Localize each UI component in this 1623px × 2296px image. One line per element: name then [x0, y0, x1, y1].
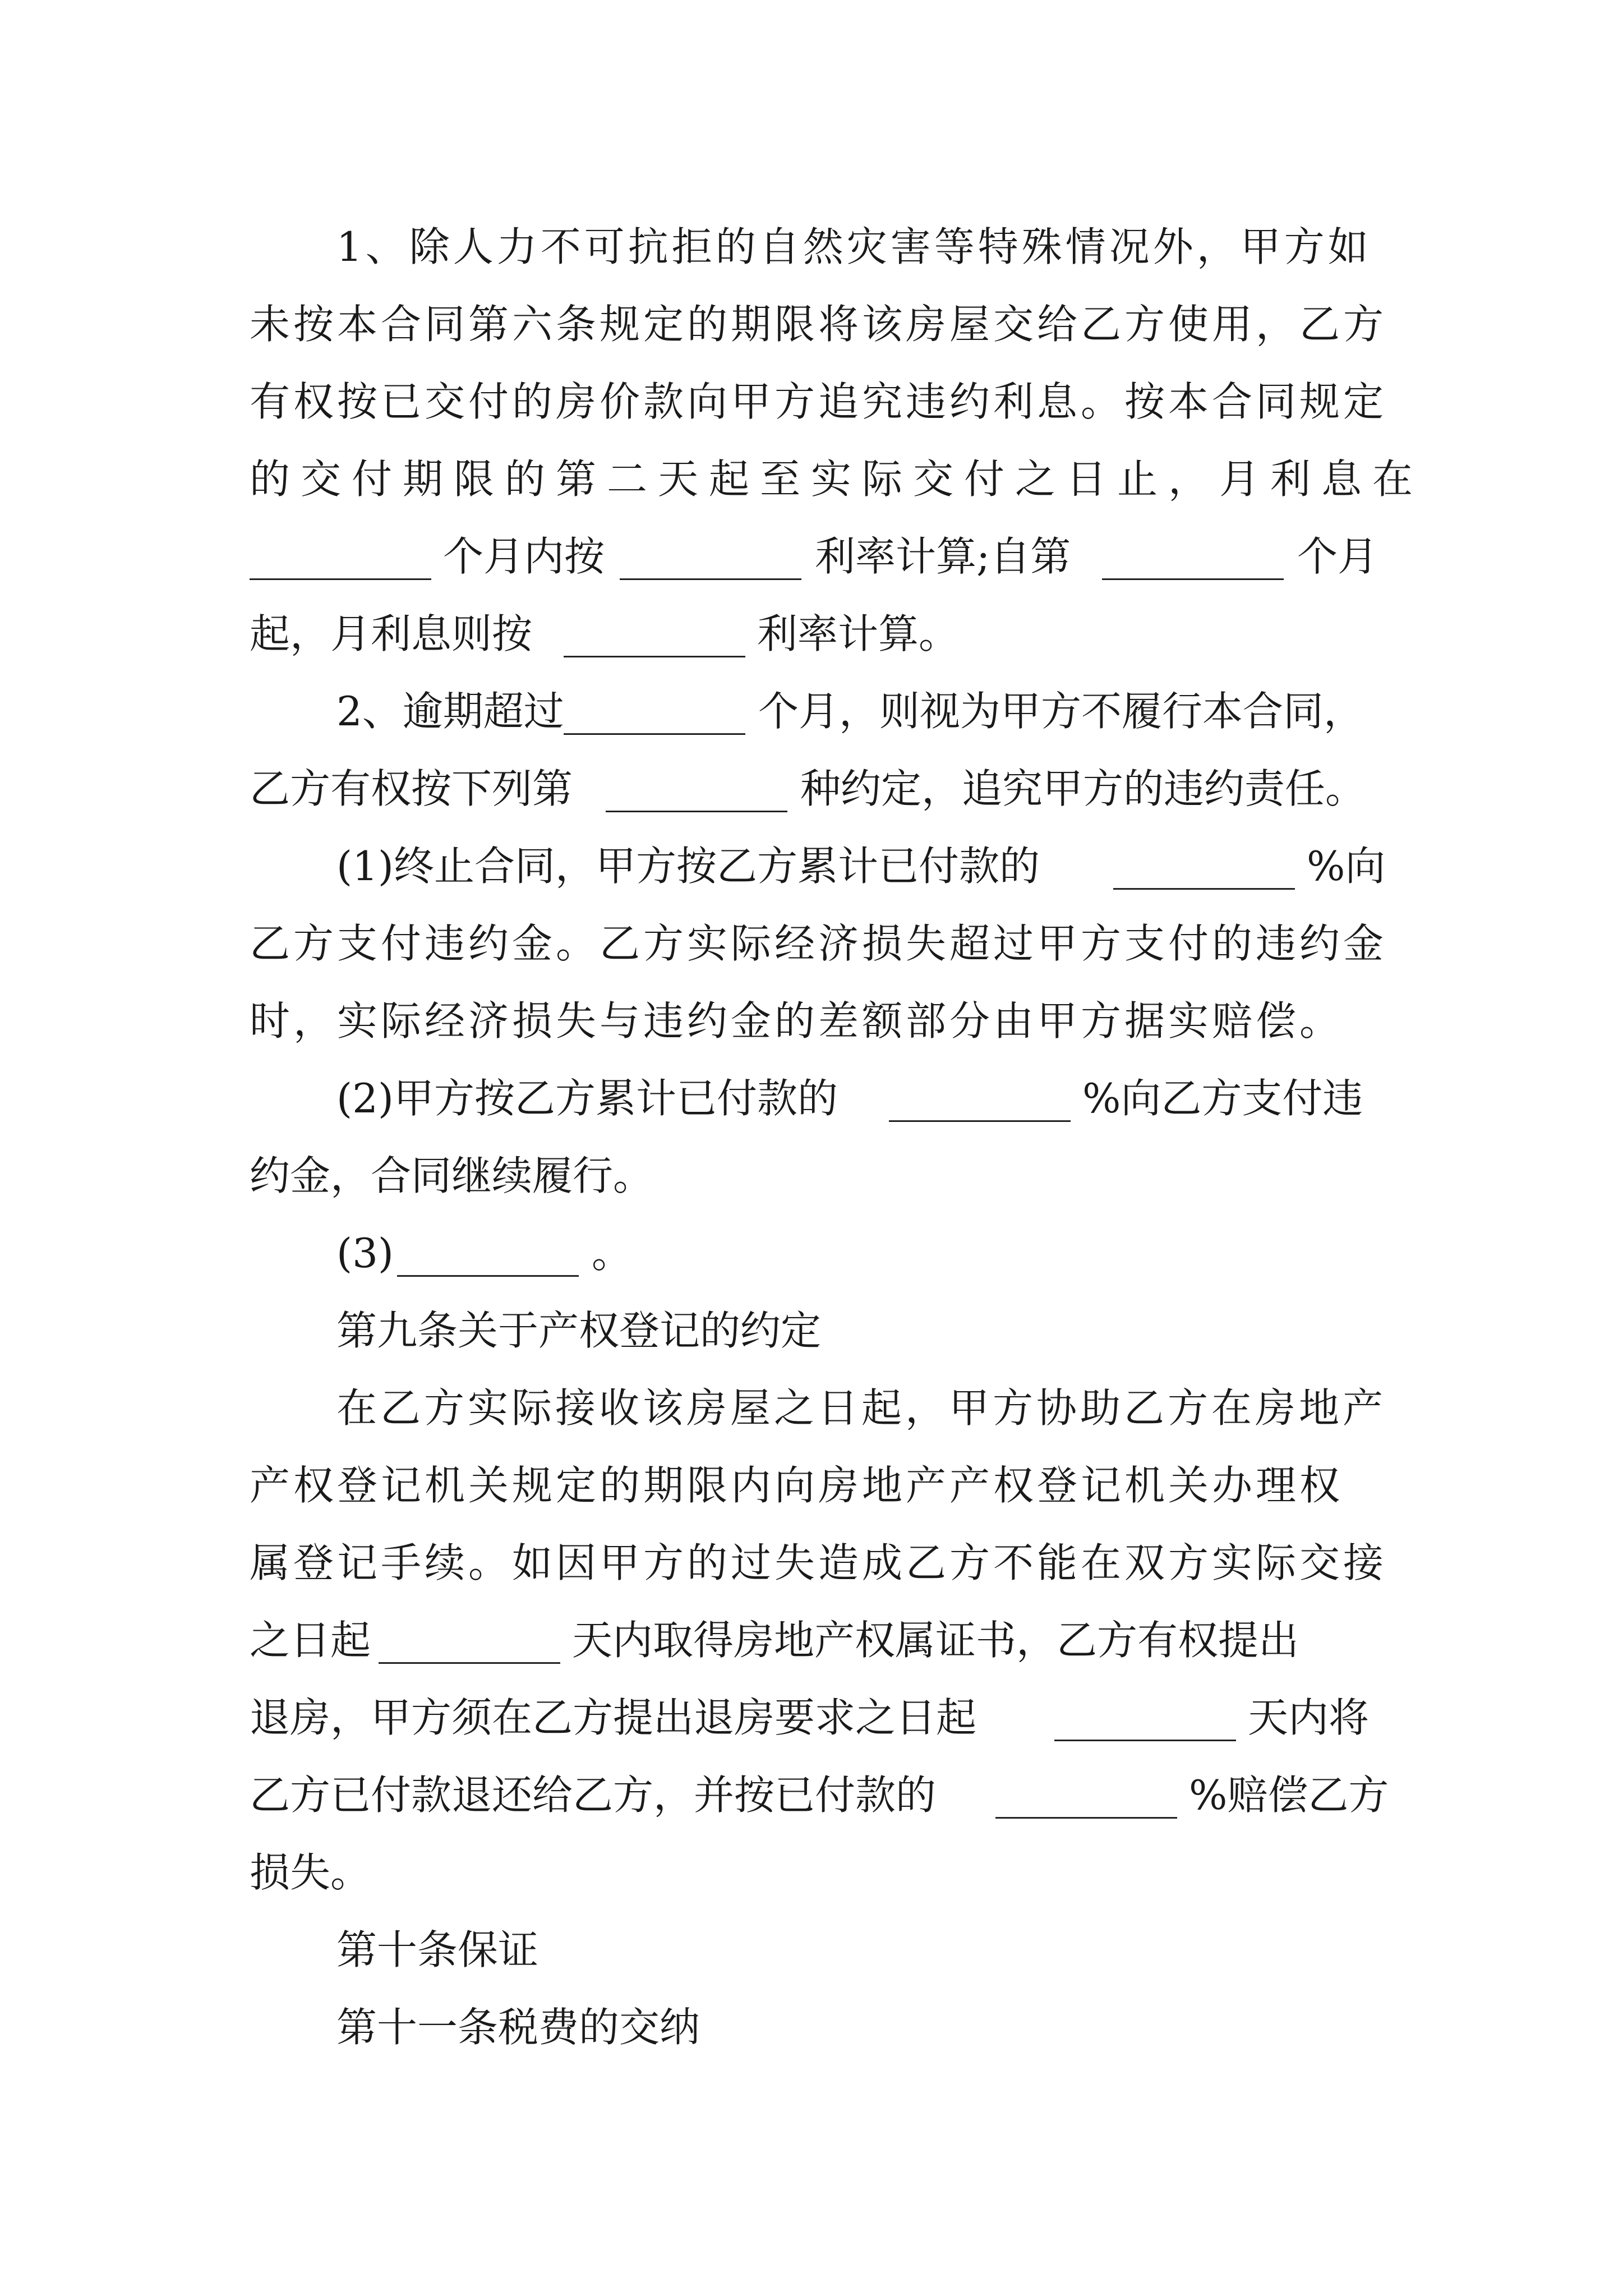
text: 2、逾期超过	[336, 688, 564, 735]
blank-field: _________	[889, 1075, 1071, 1122]
paragraph-line	[250, 1455, 1343, 1516]
text: 起，月利息则按	[250, 610, 533, 657]
text: %赔偿乙方	[1189, 1772, 1389, 1819]
blank-field: _________	[1102, 533, 1284, 580]
text: 利率计算。	[757, 610, 960, 657]
text: 乙方支付违约金。乙方实际经济损失超过甲方支付的违约金	[250, 920, 1387, 967]
blank-field: _________	[1054, 1694, 1236, 1741]
text: 天内取得房地产权属证书，乙方有权提出	[572, 1617, 1299, 1664]
blank-field: _________	[620, 533, 801, 580]
paragraph-line	[250, 1764, 1427, 1826]
text: 的交付期限的第二天起至实际交付之日止，月利息在	[250, 455, 1424, 503]
text: (3)	[336, 1230, 394, 1277]
section-heading	[336, 1300, 821, 1361]
paragraph-line	[250, 448, 1423, 510]
blank-field: _________	[397, 1230, 579, 1277]
blank-field: _________	[250, 533, 431, 580]
text: 未按本合同第六条规定的期限将该房屋交给乙方使用，乙方	[250, 301, 1387, 348]
paragraph-line	[250, 1145, 653, 1207]
paragraph-line	[336, 1377, 1386, 1439]
text: 1、除人力不可抗拒的自然灾害等特殊情况外，甲方如	[336, 223, 1372, 270]
paragraph-line	[250, 293, 1387, 355]
section-heading	[336, 1996, 700, 2058]
paragraph-line	[250, 603, 1427, 665]
paragraph-line	[250, 990, 1343, 1052]
paragraph-line	[250, 1687, 1427, 1749]
text: 个月，则视为甲方不履行本合同，	[758, 688, 1364, 735]
text: 第九条关于产权登记的约定	[336, 1307, 822, 1354]
text: 。	[592, 1230, 633, 1277]
text: 利率计算;自第	[815, 533, 1071, 580]
text: 之日起	[250, 1617, 371, 1664]
text: 属登记手续。如因甲方的过失造成乙方不能在双方实际交接	[250, 1539, 1387, 1586]
paragraph-line	[250, 1532, 1387, 1594]
blank-field: _________	[1113, 843, 1295, 890]
text: 有权按已交付的房价款向甲方追究违约利息。按本合同规定	[250, 378, 1387, 425]
paragraph-line	[250, 1609, 1427, 1671]
blank-field: _________	[995, 1772, 1177, 1819]
text: 退房，甲方须在乙方提出退房要求之日起	[250, 1694, 977, 1741]
text: 乙方有权按下列第	[250, 765, 573, 812]
paragraph-line	[250, 526, 1427, 587]
text: 约金，合同继续履行。	[250, 1152, 654, 1199]
paragraph-line	[336, 1222, 897, 1284]
text: 个月内按	[443, 533, 605, 580]
blank-field: _________	[564, 688, 745, 735]
text: 产权登记机关规定的期限内向房地产产权登记机关办理权	[250, 1462, 1344, 1509]
text: 个月	[1297, 533, 1378, 580]
text: 第十一条税费的交纳	[336, 2004, 700, 2051]
paragraph-line	[250, 913, 1387, 974]
paragraph-line	[336, 680, 1430, 742]
paragraph-line	[336, 1068, 1430, 1129]
text: 乙方已付款退还给乙方，并按已付款的	[250, 1772, 937, 1819]
text: 在乙方实际接收该房屋之日起，甲方协助乙方在房地产	[336, 1384, 1387, 1432]
blank-field: _________	[379, 1617, 560, 1664]
text: 时，实际经济损失与违约金的差额部分由甲方据实赔偿。	[250, 997, 1344, 1045]
text: (1)终止合同，甲方按乙方累计已付款的	[336, 843, 1040, 890]
paragraph-line	[250, 371, 1387, 432]
paragraph-line	[336, 216, 1372, 278]
blank-field: _________	[606, 765, 787, 812]
blank-field: _________	[564, 610, 745, 657]
text: %向乙方支付违	[1082, 1075, 1363, 1122]
text: 种约定，追究甲方的违约责任。	[800, 765, 1366, 812]
section-heading	[336, 1919, 538, 1981]
text: 天内将	[1248, 1694, 1370, 1741]
text: %向	[1307, 843, 1386, 890]
text: 损失。	[250, 1849, 371, 1896]
text: (2)甲方按乙方累计已付款的	[336, 1075, 838, 1122]
paragraph-line	[250, 758, 1427, 820]
paragraph-line	[336, 835, 1430, 897]
text: 第十条保证	[336, 1926, 539, 1973]
paragraph-line	[250, 1842, 371, 1903]
